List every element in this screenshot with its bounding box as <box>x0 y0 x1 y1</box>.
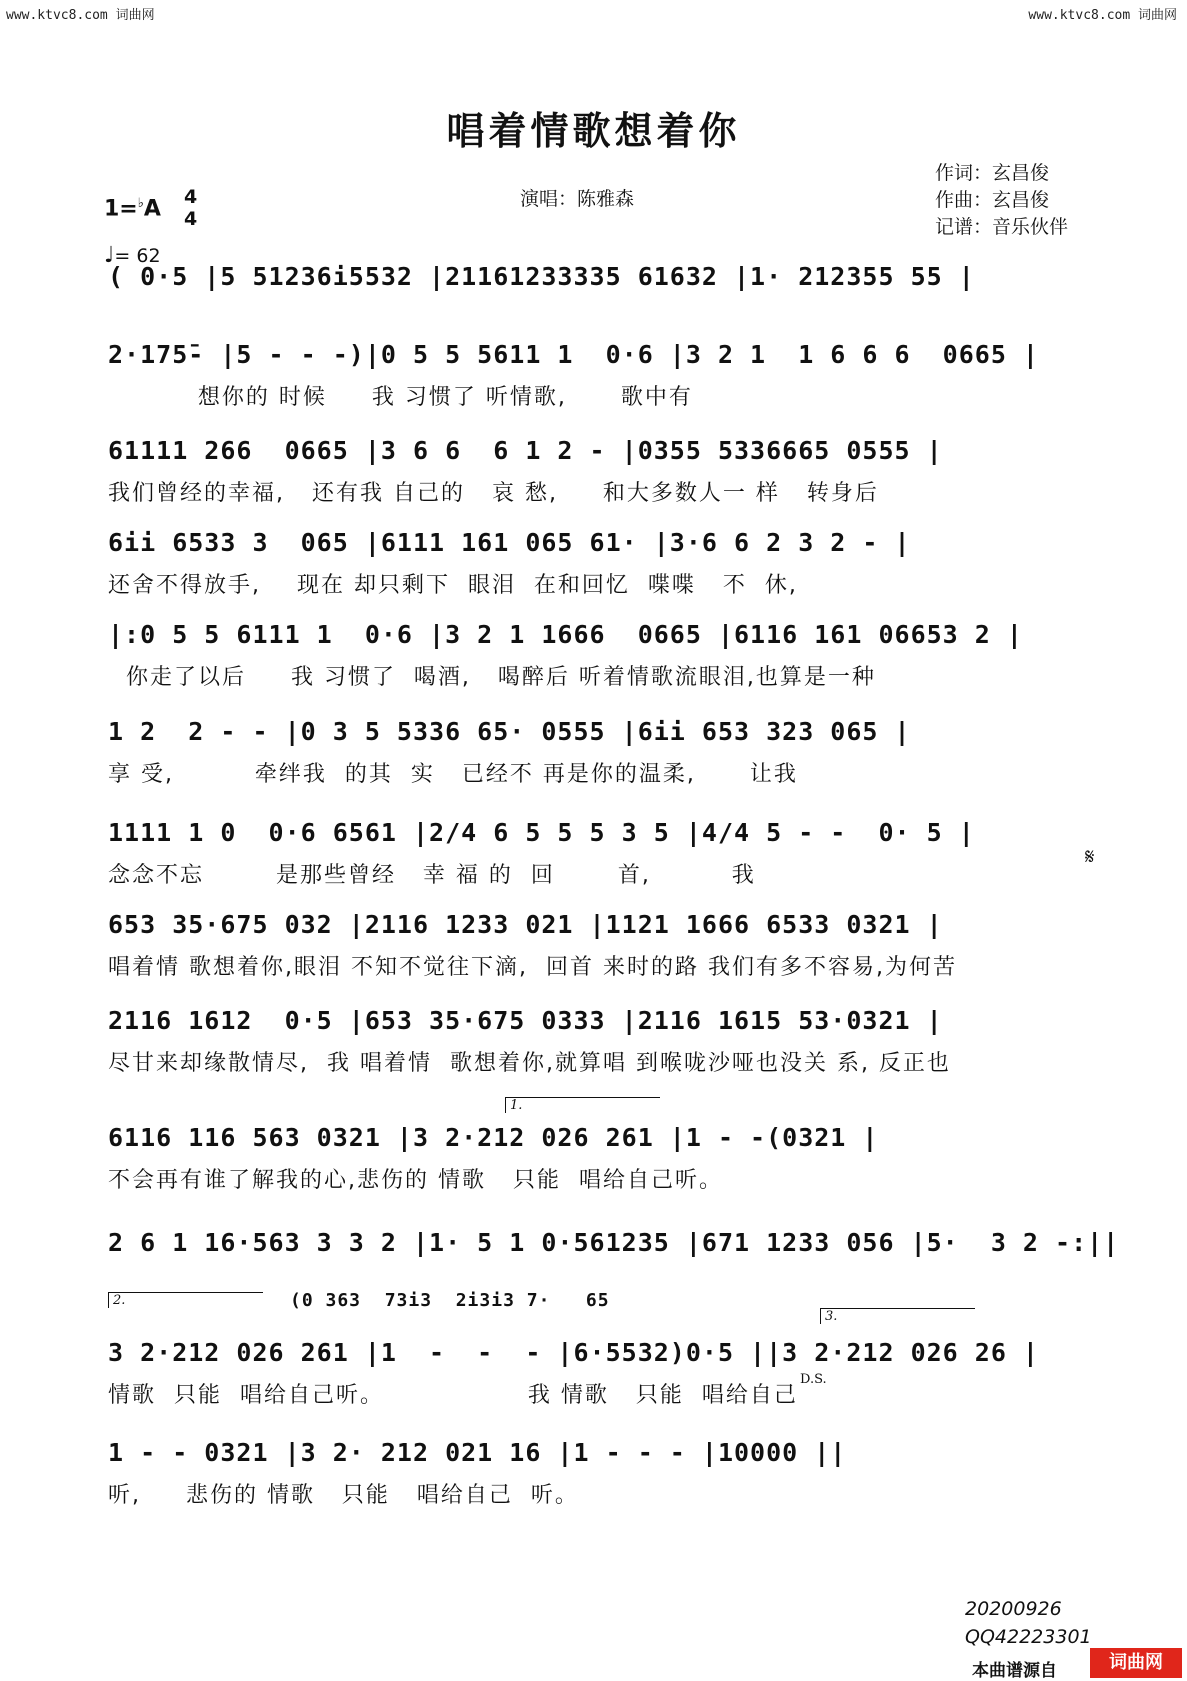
notation-line: 2·175̄- |5 - - -)|0 5 5 5611 1 0·6 |3 2 1 1 6 6 6 0665 | <box>108 340 1039 369</box>
credits <box>935 160 1068 241</box>
lyricist: 作词：玄昌俊 <box>935 162 1050 184</box>
notation-line: 1 2 2 - - |0 3 5 5336 65· 0555 |6ii 653 323 065 | <box>108 717 911 746</box>
notation-line: 61111 266 0665 |3 6 6 6 1 2 - |0355 5336665 0555 | <box>108 436 943 465</box>
notation-line: 3 2·212 026 261 |1 - - - |6·5532)0·5 ||3 2·212 026 26 | <box>108 1338 1039 1367</box>
notation-line: 653 35·675 032 |2116 1233 021 |1121 1666 6533 0321 | <box>108 910 943 939</box>
lyrics-line: 还舍不得放手, 现在 却只剩下 眼泪 在和回忆 喋喋 不 休, <box>108 573 798 598</box>
lyrics-line: 享 受, 牵绊我 的其 实 已经不 再是你的温柔, 让我 <box>108 762 798 787</box>
lyrics-line: 听, 悲伤的 情歌 只能 唱给自己 听。 <box>108 1483 579 1508</box>
notation-line: 6ii 6533 3 065 |6111 161 065 61· |3·6 6 2 3 2 - | <box>108 528 911 557</box>
volta-label: 2. <box>108 1292 263 1308</box>
tempo: ♩= 62 <box>104 243 161 268</box>
lyrics-line: 念念不忘 是那些曾经 幸 福 的 回 首, 我 <box>108 863 756 888</box>
notation-line: 1111 1 0 0·6 6561 |2/4 6 5 5 5 3 5 |4/4 5 - - 0· 5 | <box>108 818 975 847</box>
lyrics-line: 我们曾经的幸福, 还有我 自己的 哀 愁, 和大多数人一 样 转身后 <box>108 481 879 506</box>
footer-source: 本曲谱源自 <box>972 1661 1057 1681</box>
time-signature: 4 4 <box>184 186 198 230</box>
notation-line: 1 - - 0321 |3 2· 212 021 16 |1 - - - |10000 || <box>108 1438 847 1467</box>
lyrics-line: 不会再有谁了解我的心,悲伤的 情歌 只能 唱给自己听。 <box>108 1168 723 1193</box>
song-title: 唱着情歌想着你 <box>446 109 741 153</box>
segno-mark: 𝄋 <box>1085 845 1095 870</box>
notation-line: |:0 5 5 6111 1 0·6 |3 2 1 1666 0665 |6116 161 06653 2 | <box>108 620 1023 649</box>
footer-qq: QQ42223301 <box>965 1626 1092 1648</box>
ciquwang-logo: 词曲网 <box>1090 1648 1182 1678</box>
watermark-right: www.ktvc8.com 词曲网 <box>1028 8 1177 23</box>
lyrics-line: 想你的 时候 我 习惯了 听情歌, 歌中有 <box>108 385 693 410</box>
lyrics-line: 你走了以后 我 习惯了 喝酒, 喝醉后 听着情歌流眼泪,也算是一种 <box>108 665 876 690</box>
transcriber: 记谱：音乐伙伴 <box>935 216 1069 238</box>
composer: 作曲：玄昌俊 <box>935 189 1050 211</box>
notation-line: ( 0·5 |5 51236i5532 |21161233335 61632 |1· 212355 55 | <box>108 262 975 291</box>
notation-line: 2 6 1 16·563 3 3 2 |1· 5 1 0·561235 |671 1233 056 |5· 3 2 -:|| <box>108 1228 1120 1257</box>
lyrics-line: 尽甘来却缘散情尽, 我 唱着情 歌想着你,就算唱 到喉咙沙哑也没关 系, 反正也 <box>108 1051 951 1076</box>
key-signature: 1=♭A <box>104 196 161 222</box>
singer: 演唱：陈雅森 <box>520 188 635 210</box>
volta-label: 3. <box>820 1308 975 1324</box>
interlude-notes: (0 363 73i3 2i3i3 7· 65 <box>290 1290 610 1311</box>
footer-date: 20200926 <box>965 1598 1062 1620</box>
ds-marker: D.S. <box>800 1372 827 1387</box>
lyrics-line: 情歌 只能 唱给自己听。 我 情歌 只能 唱给自己 <box>108 1383 798 1408</box>
lyrics-line: 唱着情 歌想着你,眼泪 不知不觉往下滴, 回首 来时的路 我们有多不容易,为何苦 <box>108 955 957 980</box>
volta-label: 1. <box>505 1097 660 1113</box>
notation-line: 6116 116 563 0321 |3 2·212 026 261 |1 - -(0321 | <box>108 1123 879 1152</box>
watermark-left: www.ktvc8.com 词曲网 <box>6 8 155 23</box>
notation-line: 2116 1612 0·5 |653 35·675 0333 |2116 1615 53·0321 | <box>108 1006 943 1035</box>
